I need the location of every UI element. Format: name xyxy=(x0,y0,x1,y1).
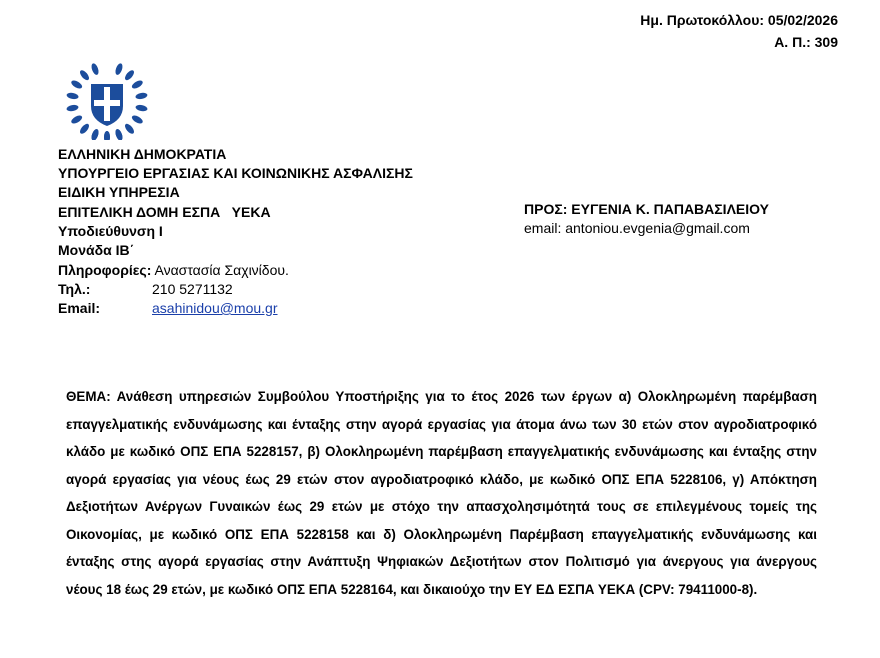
phone-value: 210 5271132 xyxy=(152,281,233,297)
subject-text: : Ανάθεση υπηρεσιών Συμβούλου Υποστήριξης για το έτος 2026 των έργων α) Ολοκληρωμένη παρέμβαση επαγγελματικής ενδυνάμωσης και ένταξης στην αγορά εργασίας για άτομα άνω των 30 ετών στον αγροδιατροφικό κλάδο με κωδικό ΟΠΣ ΕΠΑ 5228157, β) Ολοκληρωμένη παρέμβαση επαγγελματικής ενδυνάμωσης και ένταξης στην αγορά εργασίας για νέους έως 29 ετών στον αγροδιατροφικό κλάδο, με κωδικό ΟΠΣ ΕΠΑ 5228106, γ) Απόκτηση Δεξιοτήτων Ανέργων Γυναικών έως 29 ετών με στόχο την απασχολησιμότητά τους σε επιλεγμένους τομείς της Οικονομίας, με κωδικό ΟΠΣ ΕΠΑ 5228158 και δ) Ολοκληρωμένη Παρέμβαση επαγγελματικής ενδυνάμωσης και ένταξης στης αγορά εργασίας στην Ανάπτυξη Ψηφιακών Δεξιοτήτων στον Πολιτισμό για άνεργους για άνεργους νέους 18 έως 29 ετών, με κωδικό ΟΠΣ ΕΠΑ 5228164, και δικαιούχο την ΕΥ ΕΔ ΕΣΠΑ ΥΕΚΑ (CPV: 79411000-8). xyxy=(66,389,817,597)
sender-ministry: ΥΠΟΥΡΓΕΙΟ ΕΡΓΑΣΙΑΣ ΚΑΙ ΚΟΙΝΩΝΙΚΗΣ ΑΣΦΑΛΙΣΗΣ xyxy=(58,165,413,181)
info-value: Αναστασία Σαχινίδου. xyxy=(154,262,289,278)
phone-label: Τηλ.: xyxy=(58,281,91,297)
sender-email-row xyxy=(58,300,278,316)
sender-phone-row xyxy=(58,281,233,297)
recipient-email: email: antoniou.evgenia@gmail.com xyxy=(524,220,750,236)
sender-unit: ΕΠΙΤΕΛΙΚΗ ΔΟΜΗ ΕΣΠΑ ΥΕΚΑ xyxy=(58,204,271,220)
sender-division: Μονάδα ΙΒ΄ xyxy=(58,242,135,258)
protocol-number: Α. Π.: 309 xyxy=(774,34,838,50)
sender-service: ΕΙΔΙΚΗ ΥΠΗΡΕΣΙΑ xyxy=(58,184,180,200)
sender-country: ΕΛΛΗΝΙΚΗ ΔΗΜΟΚΡΑΤΙΑ xyxy=(58,146,227,162)
hellenic-republic-emblem-icon xyxy=(60,62,154,140)
sender-subdirectorate: Υποδιεύθυνση Ι xyxy=(58,223,163,239)
protocol-date: Ημ. Πρωτοκόλλου: 05/02/2026 xyxy=(640,12,838,28)
recipient-name: ΠΡΟΣ: ΕΥΓΕΝΙΑ Κ. ΠΑΠΑΒΑΣΙΛΕΙΟΥ xyxy=(524,201,769,217)
sender-info-row xyxy=(58,262,289,278)
subject-label: ΘΕΜΑ xyxy=(66,389,107,404)
subject-paragraph xyxy=(66,383,817,603)
sender-email-link[interactable]: asahinidou@mou.gr xyxy=(152,300,278,316)
info-label: Πληροφορίες: xyxy=(58,262,152,278)
email-label: Email: xyxy=(58,300,101,316)
